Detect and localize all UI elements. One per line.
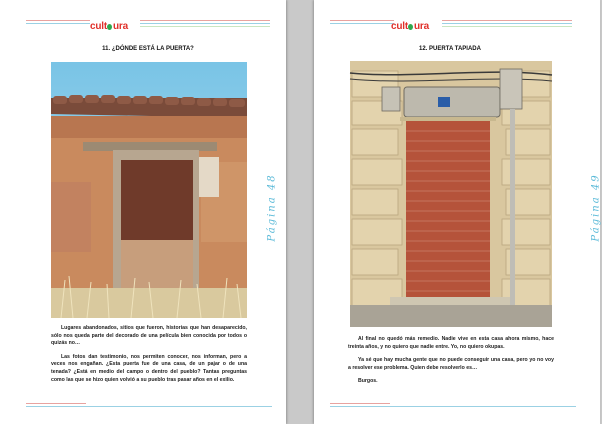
header-rule-right-3 (442, 26, 572, 27)
paragraph: Ya sé que hay mucha gente que no puede conseguir una casa, pero yo no voy a resolver ese problema. Quien debe resolverlo es… (348, 357, 554, 371)
left-page (0, 0, 286, 424)
footer-rule (26, 403, 86, 404)
header-rule-left-2 (330, 23, 394, 24)
abandoned-door-photo (51, 62, 247, 318)
right-page (314, 0, 600, 424)
page-title: 12. PUERTA TAPIADA (419, 46, 481, 52)
page-number: Página 49 (590, 173, 602, 242)
body-text (51, 325, 247, 390)
paragraph: Lugares abandonados, sitios que fueron, historias que han desaparecido, sólo nos queda parte del decorado de una película bien conocida por todos o quizás no… (51, 325, 247, 347)
bricked-door-photo (350, 61, 552, 327)
footer-rule-2 (330, 406, 576, 407)
culdura-logo: cult ura (391, 21, 429, 32)
header-rule-left (330, 20, 394, 21)
paragraph: Burgos. (358, 378, 378, 385)
header-rule-right (442, 20, 572, 21)
culdura-logo: cult ura (90, 21, 128, 32)
paragraph: Al final no quedó más remedio. Nadie vive en esta casa ahora mismo, hace treinta años, y no quiero que nadie entre. Yo, no quiero okupas. (348, 336, 554, 350)
header-rule-right-2 (140, 23, 270, 24)
paragraph: Las fotos dan testimonio, nos permiten conocer, nos informan, pero a veces nos engañan. ¿Esta puerta fue de una casa, de un pajar o de una tenada? ¿Está en medio del campo o dentro del pueblo? Tantas preguntas como las que se hizo quien volvió a su pueblo tras pasar años en el exilio. (51, 353, 247, 383)
page-number: Página 48 (266, 173, 278, 242)
body-text (348, 336, 554, 392)
header-rule-right-2 (442, 23, 572, 24)
header-rule-left-2 (26, 23, 90, 24)
header-rule-left (26, 20, 90, 21)
footer-rule (330, 403, 390, 404)
footer-rule-2 (26, 406, 272, 407)
header-rule-right (140, 20, 270, 21)
header-rule-right-3 (140, 26, 270, 27)
page-title: 11. ¿DÓNDE ESTÁ LA PUERTA? (102, 46, 194, 52)
